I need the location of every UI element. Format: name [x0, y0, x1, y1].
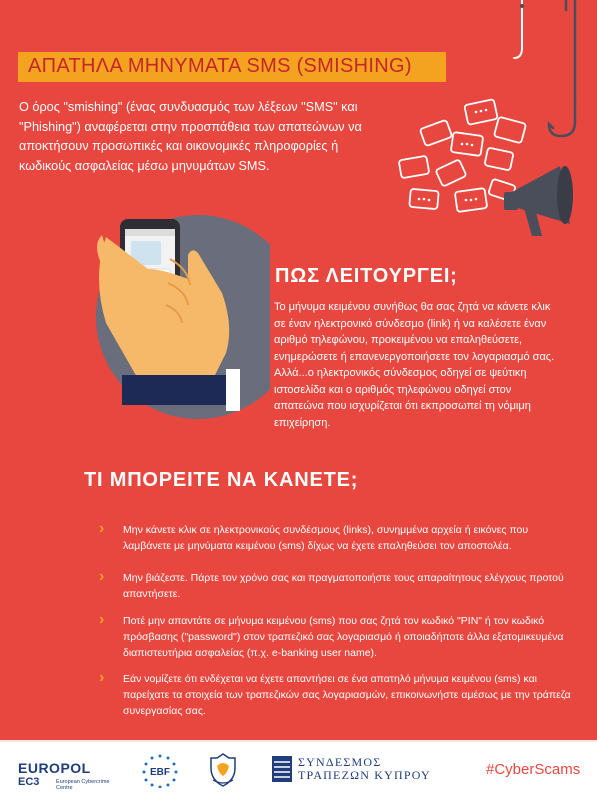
- ebf-logo: [140, 752, 180, 788]
- tip-text: Ποτέ μην απαντάτε σε μήνυμα κειμένου (sms) που σας ζητά τον κωδικό "PIN" ή τον κωδικό πρόσβασης ("password") στον τραπεζικό σας λογαριασμό ή οποιαδήποτε άλλα εξατομικευμένα διαπιστευτήρια ασφαλείας (π.χ. e-banking user name).: [123, 615, 564, 659]
- title-banner: [18, 52, 446, 82]
- tip-text: Εάν νομίζετε ότι ενδέχεται να έχετε απαντήσει σε ένα απατηλό μήνυμα κειμένου (sms) και παρείχατε τα στοιχεία των τραπεζικών σας λογαριασμών, επικοινωνήστε αμέσως με την τράπεζα συνεργασίας σας.: [123, 673, 571, 717]
- what-you-can-do-heading: ΤΙ ΜΠΟΡΕΙΤΕ ΝΑ ΚΑΝΕΤΕ;: [84, 469, 359, 491]
- tip-text: Μην βιάζεστε. Πάρτε τον χρόνο σας και πραγματοποιήστε τους απαραίτητους ελέγχους προτού απαντήσετε.: [123, 572, 564, 600]
- chevron-right-icon: ›: [99, 568, 105, 585]
- chevron-right-icon: ›: [99, 669, 105, 686]
- cyprus-police-crest: [205, 752, 241, 788]
- intro-paragraph: Ο όρος "smishing" (ένας συνδυασμός των λέξεων "SMS" και "Phishing") αναφέρεται στην προσπάθεια των απατεώνων να αποκτήσουν προσωπικές και οικονομικές πληροφορίες ή κωδικούς ασφαλείας μέσω μηνυμάτων SMS.: [19, 100, 362, 173]
- chevron-right-icon: ›: [99, 520, 105, 537]
- chevron-right-icon: ›: [99, 611, 105, 628]
- bank-association-logo: [272, 756, 292, 782]
- europol-unit: EC3: [18, 776, 40, 788]
- page-title: ΑΠΑΤΗΛΑ ΜΗΝΥΜΑΤΑ SMS (SMISHING): [28, 55, 412, 77]
- europol-logo: [18, 760, 110, 791]
- phone-hand-illustration: [30, 205, 270, 425]
- ebf-label: EBF: [150, 767, 170, 778]
- europol-subtitle: European Cybercrime Centre: [56, 779, 110, 791]
- europol-name: EUROPOL: [18, 760, 91, 776]
- hashtag-label: #CyberScams: [486, 761, 581, 778]
- bank-name-line1: ΣΥΝΔΕΣΜΟΣ: [298, 755, 382, 769]
- footer-divider: [0, 740, 597, 742]
- how-it-works-heading: ΠΩΣ ΛΕΙΤΟΥΡΓΕΙ;: [275, 265, 458, 287]
- bank-name-line2: ΤΡΑΠΕΖΩΝ ΚΥΠΡΟΥ: [298, 768, 431, 782]
- bank-association-name: [298, 756, 431, 782]
- tip-text: Μην κάνετε κλικ σε ηλεκτρονικούς συνδέσμους (links), συνημμένα αρχεία ή εικόνες που λαμβάνετε με μηνύματα κειμένου (sms) δίχως να έχετε επαληθεύσει τον αποστολέα.: [123, 524, 529, 552]
- how-it-works-text: Το μήνυμα κειμένου συνήθως θα σας ζητά να κάνετε κλικ σε έναν ηλεκτρονικό σύνδεσμο (link) ή να καλέσετε έναν αριθμό τηλεφώνου, προκειμένου να επαληθεύσετε, ενημερώσετε ή επανενεργοποιήσετε τον λογαριασμό σας. Αλλά...ο ηλεκτρονικός σύνδεσμος οδηγεί σε ψεύτικη ιστοσελίδα και ο αριθμός τηλεφώνου οδηγεί στον απατεώνα που ισχυρίζεται ότι εκπροσωπεί τη νόμιμη επιχείρηση.: [274, 301, 555, 429]
- footer-logos: [0, 740, 597, 800]
- megaphone-messages-illustration: [392, 96, 592, 246]
